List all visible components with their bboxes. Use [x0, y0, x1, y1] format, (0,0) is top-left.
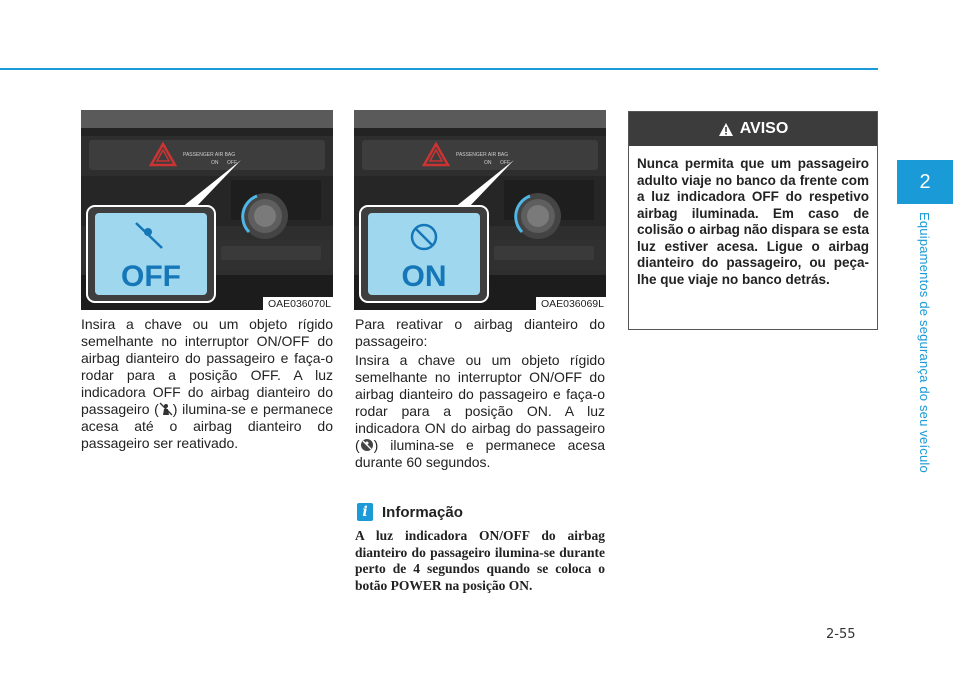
warning-title: AVISO [739, 120, 789, 137]
dashboard-photo-off [81, 110, 333, 310]
info-body: A luz indicadora ON/OFF do airbag dianteiro do passageiro ilumina-se durante perto de 4 segundos quando se coloca o botão POWER na posição ON. [355, 528, 605, 593]
panel-on-label: ON [484, 160, 492, 166]
page-number: 2-55 [826, 627, 856, 642]
left-paragraph [81, 316, 333, 452]
chapter-number: 2 [919, 170, 931, 193]
figure-airbag-off [81, 110, 333, 310]
panel-label: PASSENGER AIR BAG [183, 152, 236, 158]
dashboard-photo-on [354, 110, 606, 310]
indicator-on-label: ON [401, 260, 447, 293]
panel-on-label: ON [211, 160, 219, 166]
warning-header [629, 112, 877, 146]
panel-off-label: OFF [227, 160, 237, 166]
figure-airbag-on [354, 110, 606, 310]
indicator-off-label: OFF [121, 260, 181, 293]
panel-off-label: OFF [500, 160, 510, 166]
warning-body: Nunca permita que um passageiro adulto viaje no banco da frente com a luz indicadora OFF do respetivo airbag iluminada. Em caso de colisão o airbag não dispara se esta luz estiver acesa. Ligue o airbag dianteiro do passageiro, ou peça-lhe que viaje no banco detrás. [637, 156, 869, 287]
left-paragraph-part1: Insira a chave ou um objeto rígido semelhante no interruptor ON/OFF do airbag dianteiro do passageiro e faça-o rodar para a posição OFF. A luz indicadora OFF do airbag dianteiro do passageiro ( [81, 316, 333, 417]
info-icon: i [357, 503, 373, 521]
middle-paragraph-part1: Insira a chave ou um objeto rígido semelhante no interruptor ON/OFF do airbag dianteiro do passageiro e faça-o rodar para a posição ON. A luz indicadora ON do airbag do passageiro ( [355, 352, 605, 453]
warning-triangle-icon [718, 122, 734, 137]
left-paragraph-part2: ) ilumina-se e permanece acesa até o airbag dianteiro do passageiro ser reativado. [81, 401, 333, 451]
header-rule [0, 68, 878, 70]
chapter-title: Equipamentos de segurança do seu veículo [917, 212, 932, 473]
chapter-tab [897, 160, 953, 204]
warning-box [628, 111, 878, 330]
figure-code: OAE036069L [536, 297, 606, 310]
info-heading [357, 503, 463, 521]
middle-intro: Para reativar o airbag dianteiro do passageiro: [355, 316, 605, 349]
panel-label: PASSENGER AIR BAG [456, 152, 509, 158]
airbag-off-icon [159, 402, 173, 416]
middle-paragraph-part2: ) ilumina-se e permanece acesa durante 60 segundos. [355, 437, 605, 470]
middle-paragraph [355, 352, 605, 471]
airbag-on-icon [360, 438, 374, 452]
info-title: Informação [382, 503, 463, 521]
figure-code: OAE036070L [263, 297, 333, 310]
